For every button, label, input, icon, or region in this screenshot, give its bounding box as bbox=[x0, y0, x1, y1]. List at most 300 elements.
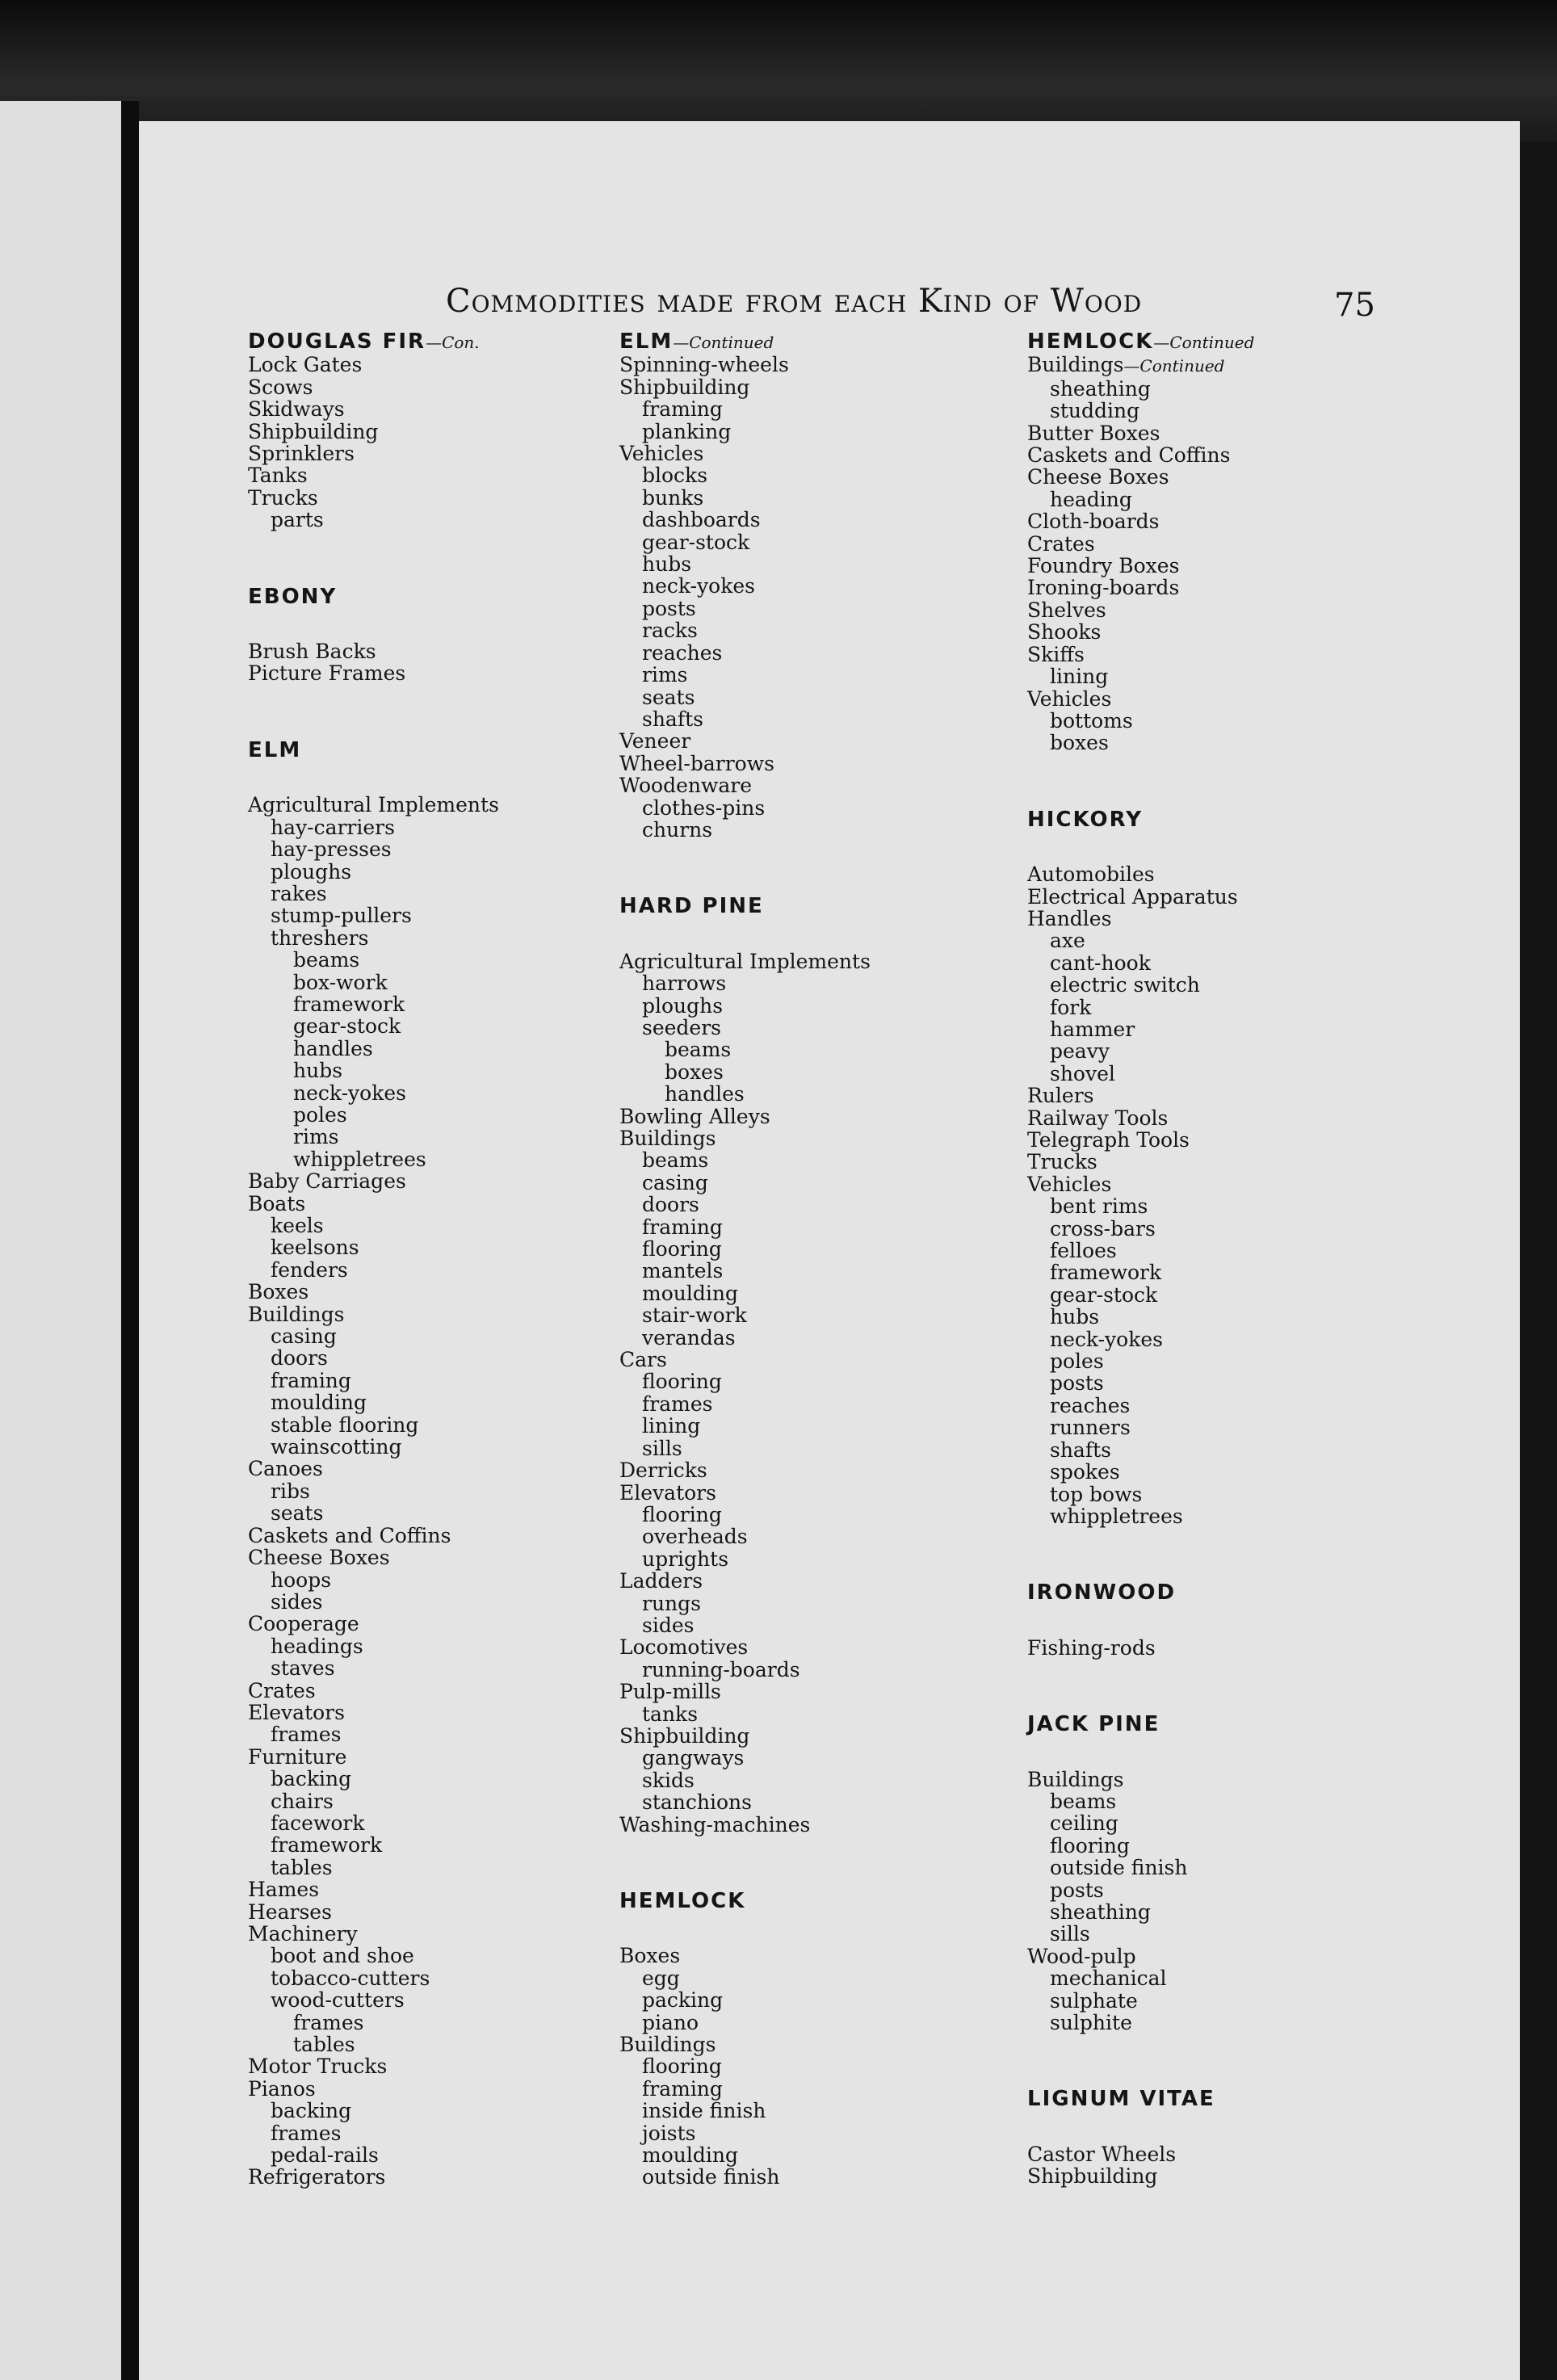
commodity-text: hubs bbox=[1050, 1305, 1100, 1329]
commodity-text: Buildings bbox=[619, 2033, 716, 2057]
commodity-item bbox=[248, 2166, 587, 2188]
commodity-subitem bbox=[619, 1989, 959, 2011]
commodity-subitem bbox=[1027, 400, 1399, 422]
commodity-subitem bbox=[619, 2122, 959, 2144]
commodity-subitem bbox=[248, 1082, 587, 1104]
commodity-text: stump-pullers bbox=[271, 904, 412, 928]
commodity-text: verandas bbox=[642, 1325, 736, 1350]
commodity-text: sills bbox=[1050, 1922, 1090, 1946]
commodity-text: stanchions bbox=[642, 1790, 752, 1815]
commodity-subitem bbox=[248, 816, 587, 838]
commodity-subitem bbox=[619, 2166, 959, 2188]
commodity-subitem bbox=[619, 2055, 959, 2077]
commodity-text: shafts bbox=[1050, 1438, 1111, 1462]
commodity-item bbox=[619, 1482, 959, 1504]
wood-heading bbox=[1027, 331, 1399, 354]
commodity-text: Agricultural Implements bbox=[619, 949, 871, 973]
commodity-text: Buildings bbox=[248, 1302, 345, 1326]
commodity-text: Bowling Alleys bbox=[619, 1104, 770, 1128]
commodity-text: gear-stock bbox=[1050, 1282, 1158, 1307]
commodity-item bbox=[1027, 908, 1399, 930]
commodity-text: hay-carriers bbox=[271, 815, 395, 839]
commodity-text: posts bbox=[1050, 1371, 1104, 1396]
commodity-item bbox=[1027, 2165, 1399, 2187]
commodity-text: reaches bbox=[1050, 1393, 1131, 1417]
wood-heading bbox=[248, 331, 587, 354]
commodity-text: posts bbox=[1050, 1878, 1104, 1902]
commodity-text: Hearses bbox=[248, 1899, 332, 1924]
commodity-subitem bbox=[1027, 710, 1399, 732]
commodity-item bbox=[1027, 466, 1399, 488]
commodity-subitem bbox=[1027, 1018, 1399, 1040]
commodity-subitem bbox=[619, 1703, 959, 1725]
commodity-text: ploughs bbox=[271, 859, 352, 884]
commodity-text: boxes bbox=[1050, 731, 1109, 755]
continued-label: —Continued bbox=[1123, 356, 1225, 376]
commodity-text: ribs bbox=[271, 1479, 310, 1503]
commodity-text: Tanks bbox=[248, 464, 308, 488]
commodity-text: casing bbox=[271, 1324, 337, 1349]
commodity-text: poles bbox=[293, 1102, 347, 1127]
commodity-subitem bbox=[1027, 1484, 1399, 1505]
commodity-text: Handles bbox=[1027, 906, 1112, 930]
commodity-subitem bbox=[619, 1194, 959, 1215]
commodity-item bbox=[248, 376, 587, 398]
commodity-text: whippletrees bbox=[1050, 1504, 1183, 1528]
commodity-text: Caskets and Coffins bbox=[1027, 443, 1231, 468]
wood-heading-text: IRONWOOD bbox=[1027, 1580, 1177, 1606]
commodity-text: overheads bbox=[642, 1525, 748, 1549]
commodity-subitem bbox=[248, 1591, 587, 1613]
commodity-subitem bbox=[1027, 1835, 1399, 1857]
commodity-text: moulding bbox=[642, 2143, 738, 2168]
commodity-text: seeders bbox=[642, 1015, 721, 1039]
commodity-subitem bbox=[248, 1347, 587, 1369]
commodity-subitem bbox=[1027, 1240, 1399, 1261]
commodity-text: studding bbox=[1050, 399, 1140, 423]
commodity-text: Elevators bbox=[248, 1700, 345, 1724]
column-1 bbox=[248, 331, 587, 2189]
commodity-text: skids bbox=[642, 1768, 695, 1792]
commodity-text: Cheese Boxes bbox=[248, 1546, 390, 1570]
commodity-text: Wheel-barrows bbox=[619, 751, 774, 775]
column-2 bbox=[619, 331, 959, 2189]
commodity-subitem bbox=[619, 1548, 959, 1570]
commodity-text: lining bbox=[1050, 665, 1109, 689]
commodity-item bbox=[619, 1636, 959, 1658]
commodity-subitem bbox=[619, 797, 959, 819]
commodity-subitem bbox=[619, 1327, 959, 1349]
commodity-subitem bbox=[619, 598, 959, 619]
commodity-subitem bbox=[1027, 1195, 1399, 1217]
commodity-text: whippletrees bbox=[293, 1147, 426, 1171]
commodity-item bbox=[619, 1814, 959, 1836]
commodity-subitem bbox=[248, 1015, 587, 1037]
commodity-subitem bbox=[248, 1657, 587, 1679]
commodity-text: framing bbox=[642, 2076, 723, 2101]
commodity-subitem bbox=[619, 1967, 959, 1989]
commodity-text: moulding bbox=[271, 1391, 367, 1415]
commodity-subitem bbox=[1027, 1990, 1399, 2012]
commodity-subitem bbox=[619, 1415, 959, 1437]
commodity-subitem bbox=[619, 1061, 959, 1083]
commodity-text: planking bbox=[642, 419, 732, 443]
commodity-text: boxes bbox=[665, 1060, 724, 1084]
commodity-text: Agricultural Implements bbox=[248, 793, 499, 817]
commodity-text: gear-stock bbox=[293, 1014, 401, 1039]
commodity-subitem bbox=[619, 1149, 959, 1171]
commodity-text: harrows bbox=[642, 972, 727, 996]
commodity-subitem bbox=[1027, 1306, 1399, 1328]
commodity-text: rims bbox=[293, 1125, 339, 1149]
commodity-text: neck-yokes bbox=[642, 574, 756, 598]
commodity-text: Foundry Boxes bbox=[1027, 554, 1180, 578]
commodity-text: spokes bbox=[1050, 1460, 1120, 1484]
commodity-subitem bbox=[1027, 1439, 1399, 1461]
commodity-subitem bbox=[1027, 1261, 1399, 1283]
commodity-item bbox=[248, 421, 587, 443]
commodity-subitem bbox=[619, 1172, 959, 1194]
commodity-subitem bbox=[619, 509, 959, 531]
commodity-text: backing bbox=[271, 2099, 352, 2123]
commodity-text: Derricks bbox=[619, 1459, 707, 1483]
commodity-text: hoops bbox=[271, 1568, 332, 1592]
commodity-text: wood-cutters bbox=[271, 1988, 405, 2013]
commodity-text: sulphate bbox=[1050, 1988, 1138, 2013]
commodity-text: inside finish bbox=[642, 2099, 766, 2123]
commodity-subitem bbox=[619, 686, 959, 708]
section-spacer bbox=[619, 1836, 959, 1891]
section-spacer bbox=[248, 608, 587, 640]
commodity-item bbox=[619, 753, 959, 774]
commodity-item bbox=[619, 2034, 959, 2055]
section-spacer bbox=[1027, 2034, 1399, 2088]
commodity-text: racks bbox=[642, 619, 698, 643]
wood-heading-text: ELM bbox=[248, 737, 302, 762]
wood-heading-text: EBONY bbox=[248, 584, 338, 609]
commodity-text: Elevators bbox=[619, 1480, 716, 1505]
commodity-item bbox=[248, 1702, 587, 1723]
commodity-text: stable flooring bbox=[271, 1412, 419, 1437]
commodity-text: rungs bbox=[642, 1591, 701, 1615]
commodity-item bbox=[1027, 688, 1399, 710]
wood-heading bbox=[248, 586, 587, 608]
commodity-subitem bbox=[248, 1635, 587, 1657]
commodity-text: peavy bbox=[1050, 1039, 1110, 1064]
commodity-subitem bbox=[248, 1569, 587, 1591]
commodity-item bbox=[248, 1680, 587, 1702]
commodity-subitem bbox=[248, 1967, 587, 1989]
commodity-text: Vehicles bbox=[619, 442, 704, 466]
commodity-item bbox=[1027, 422, 1399, 444]
commodity-text: framework bbox=[1050, 1261, 1162, 1285]
commodity-item bbox=[1027, 1173, 1399, 1195]
commodity-subitem bbox=[248, 1038, 587, 1060]
commodity-subitem bbox=[1027, 1350, 1399, 1372]
commodity-text: framework bbox=[293, 992, 405, 1016]
commodity-subitem bbox=[1027, 1901, 1399, 1923]
commodity-subitem bbox=[248, 1989, 587, 2011]
wood-heading-text: HICKORY bbox=[1027, 807, 1144, 832]
commodity-text: Wood-pulp bbox=[1027, 1944, 1136, 1968]
section-spacer bbox=[1027, 1527, 1399, 1582]
commodity-item bbox=[248, 487, 587, 509]
commodity-text: tables bbox=[293, 2033, 355, 2057]
commodity-text: parts bbox=[271, 508, 324, 532]
commodity-text: framework bbox=[271, 1833, 383, 1857]
commodity-text: keels bbox=[271, 1214, 324, 1237]
commodity-text: churns bbox=[642, 817, 713, 842]
commodity-subitem bbox=[1027, 665, 1399, 687]
commodity-text: Fishing-rods bbox=[1027, 1635, 1156, 1660]
commodity-subitem bbox=[619, 972, 959, 994]
wood-heading bbox=[1027, 809, 1399, 831]
commodity-text: Boxes bbox=[619, 1944, 681, 1968]
commodity-item bbox=[248, 1901, 587, 1923]
commodity-item bbox=[1027, 1085, 1399, 1106]
commodity-subitem bbox=[1027, 974, 1399, 996]
commodity-text: packing bbox=[642, 1988, 724, 2013]
commodity-text: Crates bbox=[1027, 531, 1095, 556]
section-spacer bbox=[619, 1912, 959, 1945]
commodity-text: sheathing bbox=[1050, 376, 1151, 401]
commodity-text: Skidways bbox=[248, 397, 345, 422]
commodity-subitem bbox=[248, 1857, 587, 1878]
commodity-text: Buildings bbox=[1027, 353, 1124, 377]
section-spacer bbox=[1027, 2111, 1399, 2143]
commodity-subitem bbox=[248, 1436, 587, 1458]
commodity-item bbox=[1027, 577, 1399, 598]
commodity-subitem bbox=[619, 1083, 959, 1105]
commodity-subitem bbox=[1027, 997, 1399, 1018]
commodity-text: felloes bbox=[1050, 1239, 1117, 1263]
commodity-item bbox=[619, 376, 959, 398]
commodity-item bbox=[248, 1303, 587, 1325]
commodity-subitem bbox=[248, 1812, 587, 1834]
commodity-subitem bbox=[248, 1148, 587, 1170]
commodity-subitem bbox=[619, 1260, 959, 1282]
commodity-text: Motor Trucks bbox=[248, 2055, 388, 2079]
commodity-item bbox=[619, 354, 959, 376]
commodity-subitem bbox=[248, 1502, 587, 1524]
commodity-text: rims bbox=[642, 663, 688, 687]
commodity-subitem bbox=[619, 708, 959, 730]
commodity-subitem bbox=[1027, 1857, 1399, 1878]
commodity-subitem bbox=[248, 1834, 587, 1856]
commodity-text: flooring bbox=[642, 1502, 722, 1526]
commodity-item bbox=[248, 1193, 587, 1215]
section-spacer bbox=[1027, 754, 1399, 809]
commodity-subitem bbox=[248, 2100, 587, 2122]
commodity-text: Machinery bbox=[248, 1922, 358, 1946]
commodity-subitem bbox=[619, 619, 959, 641]
wood-heading bbox=[619, 1891, 959, 1912]
commodity-text: Spinning-wheels bbox=[619, 353, 789, 377]
commodity-subitem bbox=[1027, 1063, 1399, 1085]
commodity-text: runners bbox=[1050, 1416, 1131, 1440]
commodity-item bbox=[1027, 886, 1399, 908]
commodity-subitem bbox=[248, 1126, 587, 1148]
commodity-text: frames bbox=[642, 1391, 713, 1416]
wood-heading bbox=[1027, 1582, 1399, 1604]
wood-heading bbox=[1027, 2088, 1399, 2110]
commodity-item bbox=[1027, 533, 1399, 555]
commodity-text: Shipbuilding bbox=[619, 1723, 750, 1748]
commodity-text: frames bbox=[271, 2121, 342, 2145]
commodity-text: Veneer bbox=[619, 729, 691, 753]
commodity-subitem bbox=[1027, 1461, 1399, 1483]
commodity-subitem bbox=[248, 1325, 587, 1347]
wood-heading bbox=[619, 331, 959, 354]
commodity-text: Ladders bbox=[619, 1569, 703, 1593]
commodity-item bbox=[248, 2078, 587, 2100]
wood-heading-text: ELM bbox=[619, 330, 674, 354]
commodity-text: Shelves bbox=[1027, 598, 1106, 622]
commodity-text: mantels bbox=[642, 1259, 724, 1283]
commodity-item bbox=[1027, 2143, 1399, 2165]
commodity-text: beams bbox=[293, 948, 360, 972]
commodity-subitem bbox=[619, 464, 959, 486]
section-spacer bbox=[1027, 1605, 1399, 1637]
commodity-subitem bbox=[248, 1104, 587, 1126]
commodity-subitem bbox=[619, 2078, 959, 2100]
commodity-text: Picture Frames bbox=[248, 661, 406, 686]
commodity-item bbox=[619, 730, 959, 752]
commodity-subitem bbox=[1027, 1372, 1399, 1394]
commodity-subitem bbox=[619, 1747, 959, 1769]
commodity-subitem bbox=[1027, 1284, 1399, 1306]
commodity-item bbox=[619, 1945, 959, 1967]
commodity-subitem bbox=[619, 531, 959, 553]
commodity-text: Electrical Apparatus bbox=[1027, 884, 1238, 909]
commodity-subitem bbox=[619, 1504, 959, 1526]
commodity-subitem bbox=[248, 1060, 587, 1081]
commodity-text: Washing-machines bbox=[619, 1812, 811, 1836]
commodity-text: dashboards bbox=[642, 508, 761, 532]
commodity-subitem bbox=[1027, 2012, 1399, 2034]
commodity-text: bottoms bbox=[1050, 708, 1133, 732]
commodity-text: cross-bars bbox=[1050, 1216, 1156, 1240]
commodity-subitem bbox=[1027, 1505, 1399, 1527]
scan-background bbox=[0, 0, 1557, 141]
commodity-item bbox=[1027, 1769, 1399, 1790]
commodity-text: joists bbox=[642, 2121, 696, 2145]
commodity-text: box-work bbox=[293, 970, 388, 994]
commodity-subitem bbox=[619, 421, 959, 443]
commodity-text: Pulp-mills bbox=[619, 1680, 721, 1704]
commodity-text: headings bbox=[271, 1634, 363, 1658]
commodity-text: rakes bbox=[271, 881, 327, 905]
commodity-text: Ironing-boards bbox=[1027, 576, 1180, 600]
commodity-text: Woodenware bbox=[619, 774, 753, 798]
commodity-item bbox=[1027, 1946, 1399, 1967]
commodity-item bbox=[1027, 863, 1399, 885]
commodity-text: Locomotives bbox=[619, 1635, 749, 1660]
commodity-subitem bbox=[248, 1236, 587, 1258]
commodity-item bbox=[1027, 599, 1399, 621]
commodity-text: Rulers bbox=[1027, 1084, 1094, 1108]
commodity-text: Crates bbox=[248, 1678, 316, 1702]
commodity-item bbox=[248, 1878, 587, 1900]
commodity-text: gear-stock bbox=[642, 530, 750, 554]
commodity-subitem bbox=[619, 1017, 959, 1039]
commodity-subitem bbox=[619, 1438, 959, 1459]
commodity-item bbox=[619, 1681, 959, 1702]
commodity-text: tanks bbox=[642, 1702, 699, 1726]
commodity-text: sides bbox=[642, 1613, 695, 1637]
commodity-text: frames bbox=[271, 1723, 342, 1747]
commodity-subitem bbox=[1027, 1218, 1399, 1240]
commodity-item bbox=[248, 354, 587, 376]
commodity-text: heading bbox=[1050, 487, 1132, 511]
commodity-text: Cooperage bbox=[248, 1612, 359, 1636]
commodity-text: seats bbox=[642, 685, 695, 709]
commodity-subitem bbox=[248, 2144, 587, 2166]
commodity-text: flooring bbox=[642, 2055, 722, 2079]
commodity-text: tobacco-cutters bbox=[271, 1966, 430, 1990]
commodity-subitem bbox=[1027, 378, 1399, 400]
commodity-text: Furniture bbox=[248, 1744, 347, 1769]
commodity-text: blocks bbox=[642, 464, 708, 488]
commodity-text: staves bbox=[271, 1656, 335, 1681]
commodity-subitem bbox=[619, 1039, 959, 1060]
commodity-subitem bbox=[1027, 732, 1399, 753]
commodity-text: stair-work bbox=[642, 1303, 747, 1328]
commodity-text: handles bbox=[665, 1082, 745, 1106]
commodity-subitem bbox=[1027, 1812, 1399, 1834]
commodity-subitem bbox=[248, 2122, 587, 2144]
commodity-text: casing bbox=[642, 1170, 708, 1194]
commodity-subitem bbox=[619, 553, 959, 575]
commodity-item bbox=[619, 951, 959, 972]
commodity-item bbox=[619, 1725, 959, 1747]
commodity-text: flooring bbox=[642, 1237, 722, 1261]
section-spacer bbox=[248, 762, 587, 794]
book-gutter bbox=[121, 101, 139, 2380]
commodity-text: top bows bbox=[1050, 1482, 1143, 1506]
commodity-item bbox=[248, 1525, 587, 1547]
commodity-subitem bbox=[619, 995, 959, 1017]
commodity-item bbox=[619, 1106, 959, 1127]
commodity-item bbox=[248, 398, 587, 420]
commodity-subitem bbox=[619, 2144, 959, 2166]
commodity-subitem bbox=[619, 1593, 959, 1614]
commodity-text: hammer bbox=[1050, 1017, 1135, 1041]
commodity-item bbox=[619, 774, 959, 796]
commodity-item bbox=[619, 1570, 959, 1592]
commodity-text: pedal-rails bbox=[271, 2143, 379, 2168]
commodity-text: ploughs bbox=[642, 993, 724, 1018]
commodity-subitem bbox=[248, 1259, 587, 1281]
commodity-subitem bbox=[619, 642, 959, 664]
commodity-text: Shipbuilding bbox=[1027, 2164, 1158, 2189]
commodity-text: flooring bbox=[1050, 1833, 1130, 1857]
commodity-subitem bbox=[248, 1945, 587, 1967]
commodity-text: hay-presses bbox=[271, 837, 392, 862]
commodity-subitem bbox=[619, 1282, 959, 1304]
commodity-item bbox=[248, 640, 587, 662]
commodity-subitem bbox=[619, 398, 959, 420]
commodity-item bbox=[248, 1547, 587, 1568]
commodity-text: Sprinklers bbox=[248, 442, 355, 466]
wood-heading bbox=[1027, 1714, 1399, 1736]
commodity-text: Pianos bbox=[248, 2076, 316, 2101]
commodity-text: outside finish bbox=[1050, 1856, 1188, 1880]
commodity-text: neck-yokes bbox=[293, 1081, 407, 1105]
commodity-text: Baby Carriages bbox=[248, 1169, 406, 1194]
commodity-subitem bbox=[619, 1659, 959, 1681]
commodity-text: fenders bbox=[271, 1257, 348, 1282]
